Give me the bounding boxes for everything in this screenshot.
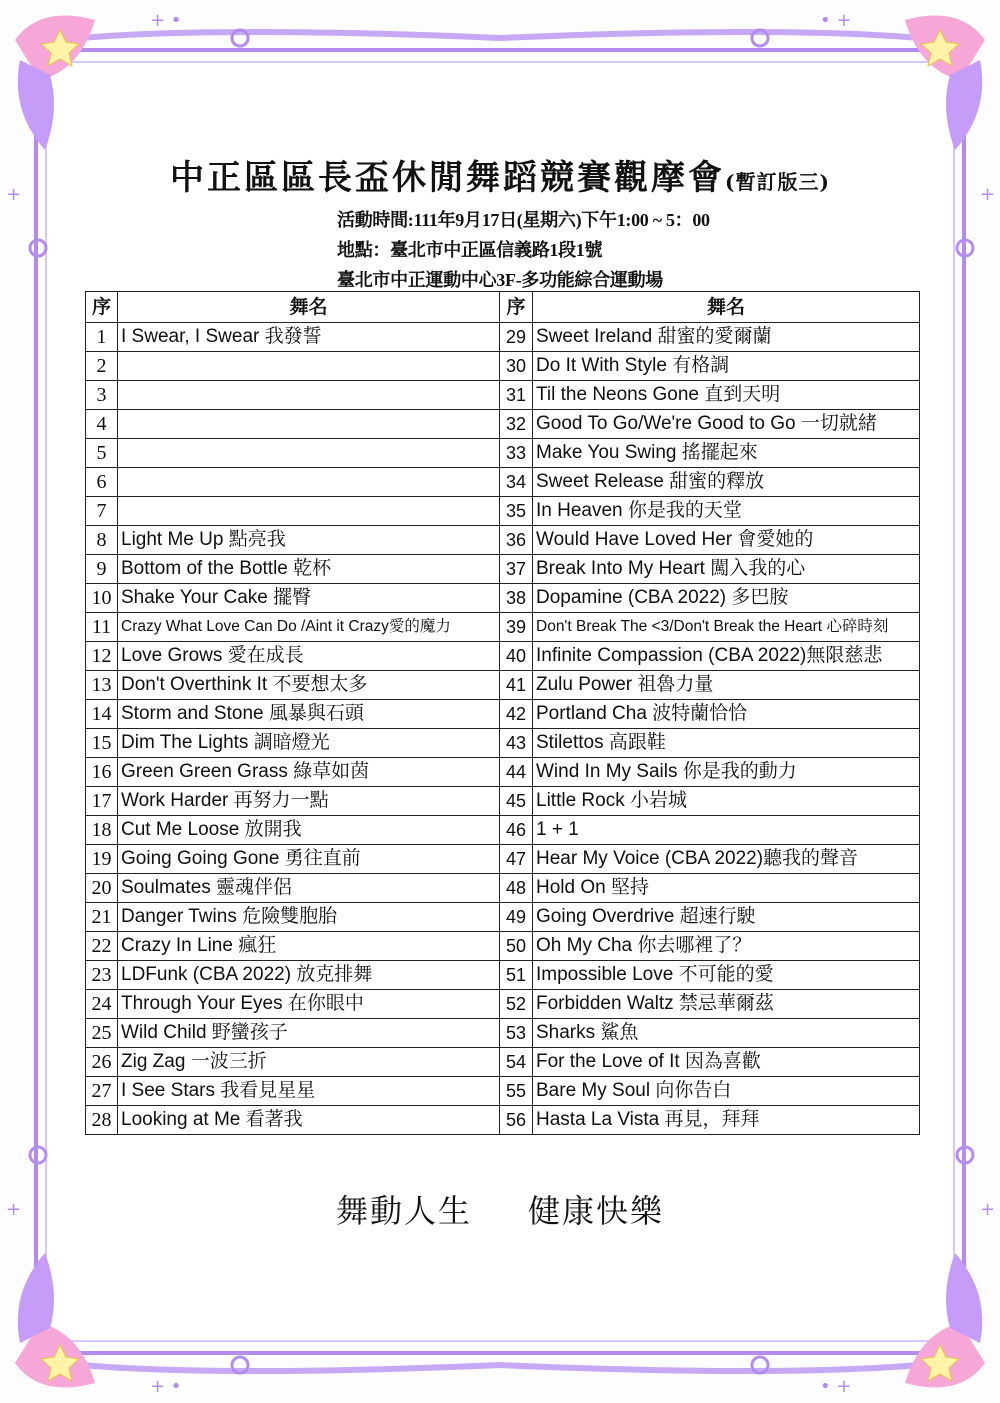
row-number-left: 19	[86, 845, 118, 874]
svg-text:+: +	[980, 184, 996, 205]
row-number-right: 40	[500, 642, 533, 671]
row-number-right: 32	[500, 410, 533, 439]
row-number-left: 15	[86, 729, 118, 758]
table-row	[86, 439, 920, 468]
dance-name-left: Love Grows 愛在成長	[118, 642, 500, 671]
svg-text:+: +	[980, 1199, 996, 1220]
table-row	[86, 1048, 920, 1077]
table-row	[86, 671, 920, 700]
table-row	[86, 816, 920, 845]
event-venue: 臺北市中正運動中心3F-多功能綜合運動場	[337, 270, 663, 290]
dance-name-left: I See Stars 我看見星星	[118, 1077, 500, 1106]
table-row	[86, 613, 920, 642]
table-row	[86, 758, 920, 787]
event-location: 地點：臺北市中正區信義路1段1號	[337, 240, 603, 260]
table-row	[86, 381, 920, 410]
dance-name-left: Soulmates 靈魂伴侶	[118, 874, 500, 903]
row-number-right: 29	[500, 323, 533, 352]
dance-name-left: Wild Child 野蠻孩子	[118, 1019, 500, 1048]
dance-name-left: Crazy In Line 瘋狂	[118, 932, 500, 961]
dance-name-right: Dopamine (CBA 2022) 多巴胺	[533, 584, 920, 613]
row-number-left: 6	[86, 468, 118, 497]
table-row	[86, 642, 920, 671]
dance-name-right: Bare My Soul 向你告白	[533, 1077, 920, 1106]
row-number-right: 55	[500, 1077, 533, 1106]
dance-name-left: Storm and Stone 風暴與石頭	[118, 700, 500, 729]
dance-name-left	[118, 410, 500, 439]
dance-name-left: Don't Overthink It 不要想太多	[118, 671, 500, 700]
row-number-left: 16	[86, 758, 118, 787]
dance-name-right: Break Into My Heart 闖入我的心	[533, 555, 920, 584]
row-number-right: 31	[500, 381, 533, 410]
table-row	[86, 990, 920, 1019]
col-header-no-left: 序	[86, 292, 118, 323]
row-number-right: 47	[500, 845, 533, 874]
dance-name-right: Infinite Compassion (CBA 2022)無限慈悲	[533, 642, 920, 671]
table-row	[86, 323, 920, 352]
table-row	[86, 700, 920, 729]
dance-name-right: Forbidden Waltz 禁忌華爾茲	[533, 990, 920, 1019]
dance-name-left: Through Your Eyes 在你眼中	[118, 990, 500, 1019]
dance-name-right: Hear My Voice (CBA 2022)聽我的聲音	[533, 845, 920, 874]
dance-name-right: Don't Break The <3/Don't Break the Heart 心碎時刻	[533, 613, 920, 642]
dance-name-right: Hasta La Vista 再見，拜拜	[533, 1106, 920, 1135]
dance-name-left: LDFunk (CBA 2022) 放克排舞	[118, 961, 500, 990]
row-number-left: 25	[86, 1019, 118, 1048]
page-title	[0, 150, 1000, 199]
dance-name-left: Shake Your Cake 擺臀	[118, 584, 500, 613]
dance-name-left: Zig Zag 一波三折	[118, 1048, 500, 1077]
dance-name-left: Light Me Up 點亮我	[118, 526, 500, 555]
dance-name-right: Good To Go/We're Good to Go 一切就緒	[533, 410, 920, 439]
dance-name-right: Oh My Cha 你去哪裡了？	[533, 932, 920, 961]
dance-name-left: Looking at Me 看著我	[118, 1106, 500, 1135]
row-number-right: 41	[500, 671, 533, 700]
dance-name-right: Wind In My Sails 你是我的動力	[533, 758, 920, 787]
table-row	[86, 468, 920, 497]
row-number-left: 10	[86, 584, 118, 613]
row-number-left: 20	[86, 874, 118, 903]
table-row	[86, 961, 920, 990]
row-number-right: 53	[500, 1019, 533, 1048]
dance-name-right: Do It With Style 有格調	[533, 352, 920, 381]
row-number-right: 34	[500, 468, 533, 497]
table-row	[86, 584, 920, 613]
title-text: 中正區區長盃休閒舞蹈競賽觀摩會	[170, 158, 726, 198]
row-number-left: 5	[86, 439, 118, 468]
row-number-left: 7	[86, 497, 118, 526]
dance-name-left: I Swear, I Swear 我發誓	[118, 323, 500, 352]
dance-name-right: Til the Neons Gone 直到天明	[533, 381, 920, 410]
row-number-left: 24	[86, 990, 118, 1019]
dance-name-left: Dim The Lights 調暗燈光	[118, 729, 500, 758]
svg-text:+ •: + •	[150, 10, 182, 31]
svg-text:+ •: + •	[150, 1376, 182, 1397]
dance-name-left	[118, 352, 500, 381]
dance-name-left: Crazy What Love Can Do /Aint it Crazy愛的魔力	[118, 613, 500, 642]
dance-name-right: In Heaven 你是我的天堂	[533, 497, 920, 526]
table-row	[86, 903, 920, 932]
row-number-right: 48	[500, 874, 533, 903]
row-number-right: 42	[500, 700, 533, 729]
row-number-left: 22	[86, 932, 118, 961]
dance-name-left: Bottom of the Bottle 乾杯	[118, 555, 500, 584]
row-number-left: 13	[86, 671, 118, 700]
table-header-row	[86, 292, 920, 323]
row-number-left: 23	[86, 961, 118, 990]
event-time: 活動時間:111年9月17日(星期六)下午1:00 ~ 5：00	[337, 210, 710, 230]
svg-text:+: +	[6, 184, 22, 205]
row-number-left: 2	[86, 352, 118, 381]
dance-name-left: Green Green Grass 綠草如茵	[118, 758, 500, 787]
svg-text:+: +	[6, 1199, 22, 1220]
col-header-no-right: 序	[500, 292, 533, 323]
footer-motto	[0, 1186, 1000, 1232]
dance-name-left	[118, 381, 500, 410]
row-number-right: 46	[500, 816, 533, 845]
table-row	[86, 845, 920, 874]
row-number-left: 28	[86, 1106, 118, 1135]
table-row	[86, 555, 920, 584]
dance-name-right: Zulu Power 祖魯力量	[533, 671, 920, 700]
dance-name-right: Sweet Ireland 甜蜜的愛爾蘭	[533, 323, 920, 352]
dance-name-right: Stilettos 高跟鞋	[533, 729, 920, 758]
row-number-left: 27	[86, 1077, 118, 1106]
dance-name-right: Would Have Loved Her 會愛她的	[533, 526, 920, 555]
row-number-right: 44	[500, 758, 533, 787]
dance-name-left: Cut Me Loose 放開我	[118, 816, 500, 845]
dance-name-right: 1 + 1	[533, 816, 920, 845]
table-row	[86, 874, 920, 903]
row-number-right: 43	[500, 729, 533, 758]
dance-name-right: For the Love of It 因為喜歡	[533, 1048, 920, 1077]
dance-name-right: Make You Swing 搖擺起來	[533, 439, 920, 468]
row-number-left: 3	[86, 381, 118, 410]
row-number-right: 36	[500, 526, 533, 555]
row-number-left: 17	[86, 787, 118, 816]
row-number-right: 33	[500, 439, 533, 468]
table-row	[86, 1106, 920, 1135]
table-row	[86, 410, 920, 439]
row-number-right: 37	[500, 555, 533, 584]
row-number-right: 54	[500, 1048, 533, 1077]
dance-name-right: Sharks 鯊魚	[533, 1019, 920, 1048]
dance-name-left: Going Going Gone 勇往直前	[118, 845, 500, 874]
col-header-name-right: 舞名	[533, 292, 920, 323]
table-row	[86, 1077, 920, 1106]
row-number-left: 21	[86, 903, 118, 932]
row-number-left: 8	[86, 526, 118, 555]
dance-list-table	[85, 291, 920, 1135]
row-number-left: 9	[86, 555, 118, 584]
row-number-left: 11	[86, 613, 118, 642]
col-header-name-left: 舞名	[118, 292, 500, 323]
row-number-right: 52	[500, 990, 533, 1019]
table-row	[86, 729, 920, 758]
row-number-left: 14	[86, 700, 118, 729]
row-number-right: 56	[500, 1106, 533, 1135]
dance-name-left	[118, 468, 500, 497]
row-number-left: 26	[86, 1048, 118, 1077]
row-number-right: 30	[500, 352, 533, 381]
table-row	[86, 497, 920, 526]
dance-name-left	[118, 439, 500, 468]
row-number-left: 12	[86, 642, 118, 671]
dance-name-left: Work Harder 再努力一點	[118, 787, 500, 816]
dance-name-right: Going Overdrive 超速行駛	[533, 903, 920, 932]
row-number-right: 35	[500, 497, 533, 526]
row-number-right: 49	[500, 903, 533, 932]
table-row	[86, 526, 920, 555]
table-row	[86, 787, 920, 816]
table-row	[86, 1019, 920, 1048]
dance-name-right: Impossible Love 不可能的愛	[533, 961, 920, 990]
svg-text:• +: • +	[820, 10, 852, 31]
dance-name-left: Danger Twins 危險雙胞胎	[118, 903, 500, 932]
table-row	[86, 352, 920, 381]
row-number-right: 45	[500, 787, 533, 816]
row-number-right: 50	[500, 932, 533, 961]
row-number-right: 39	[500, 613, 533, 642]
title-version: (暫訂版三)	[725, 170, 830, 194]
dance-name-right: Little Rock 小岩城	[533, 787, 920, 816]
dance-name-right: Hold On 堅持	[533, 874, 920, 903]
dance-name-right: Portland Cha 波特蘭恰恰	[533, 700, 920, 729]
table-row	[86, 932, 920, 961]
motto-left: 舞動人生	[335, 1192, 472, 1230]
motto-right: 健康快樂	[528, 1192, 665, 1230]
row-number-left: 18	[86, 816, 118, 845]
dance-name-right: Sweet Release 甜蜜的釋放	[533, 468, 920, 497]
row-number-right: 51	[500, 961, 533, 990]
dance-name-left	[118, 497, 500, 526]
row-number-right: 38	[500, 584, 533, 613]
row-number-left: 1	[86, 323, 118, 352]
row-number-left: 4	[86, 410, 118, 439]
svg-text:• +: • +	[820, 1376, 852, 1397]
